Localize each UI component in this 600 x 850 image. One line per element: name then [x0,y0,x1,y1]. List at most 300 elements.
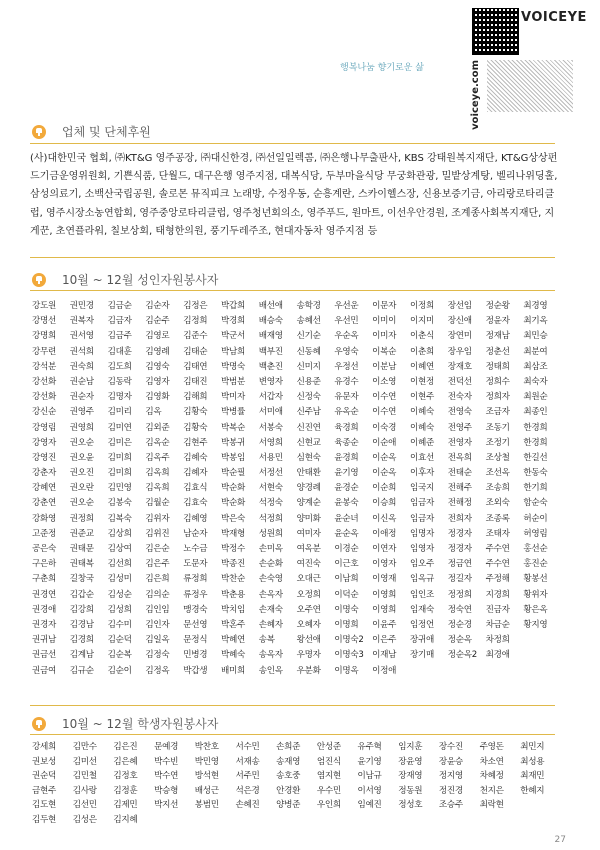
volunteer-name: 권경애 [32,604,57,615]
volunteer-name: 조태자 [485,528,510,539]
volunteer-name: 서미애 [258,407,283,418]
volunteer-name: 안경환 [276,785,301,796]
volunteer-name: 전숙자 [447,392,472,403]
volunteer-name: 박경희 [220,316,245,327]
volunteer-name: 박수빈 [154,756,179,767]
volunteer-name: 김미희 [107,468,132,479]
volunteer-name: 김선민 [72,800,97,811]
volunteer-name: 강석분 [32,361,57,372]
volunteer-name: 김제민 [113,800,138,811]
volunteer-name: 김성은 [72,814,97,825]
volunteer-name: 송호중 [276,771,301,782]
student-volunteers-heading [32,715,218,732]
volunteer-name: 김효숙 [183,498,208,509]
volunteer-name: 정순옥2 [447,650,477,661]
volunteer-name: 박찬순 [220,574,245,585]
volunteer-name: 김의순 [145,589,170,600]
volunteer-name: 황은옥 [523,604,548,615]
volunteer-name: 권순덕 [32,771,57,782]
volunteer-name: 손숙영 [258,574,283,585]
volunteer-name: 류정희 [183,574,208,585]
volunteer-name: 손순화 [258,559,283,570]
volunteer-name: 윤봉숙 [334,498,359,509]
volunteer-name: 엄진식 [316,756,341,767]
volunteer-name: 김준수 [183,331,208,342]
volunteer-name: 박수연 [154,771,179,782]
volunteer-name: 차정희 [485,635,510,646]
volunteer-name: 한길선 [523,452,548,463]
volunteer-name: 오대근 [296,574,321,585]
volunteer-name: 장재영 [398,771,423,782]
volunteer-name: 임인조 [409,589,434,600]
volunteer-name: 권금여 [32,665,57,676]
volunteer-name: 권금선 [32,650,57,661]
volunteer-name: 석은경 [235,785,260,796]
volunteer-name: 서갑자 [258,392,283,403]
volunteer-name: 최분여 [523,346,548,357]
volunteer-name: 김미선 [72,756,97,767]
voiceye-code-icon [472,8,519,55]
volunteer-name: 윤순옥 [334,528,359,539]
volunteer-name: 권석희 [69,346,94,357]
volunteer-name: 권정희 [69,513,94,524]
volunteer-name: 신정숙 [296,392,321,403]
volunteer-name: 성원희 [258,528,283,539]
volunteer-name: 김민철 [72,771,97,782]
volunteer-name: 우인희 [316,800,341,811]
volunteer-name: 이미이 [372,316,397,327]
volunteer-name: 여옥분 [296,544,321,554]
voiceye-logo: VOICEYE [521,10,587,25]
volunteer-name: 전영숙 [447,407,472,418]
volunteer-name: 권준교 [69,528,94,539]
volunteer-name: 김황숙 [183,407,208,418]
volunteer-name: 구춘희 [32,574,57,585]
volunteer-name: 조송희 [485,483,510,494]
volunteer-name: 김정호 [113,771,138,782]
volunteer-name: 천지은 [479,785,504,796]
volunteer-name: 김두현 [32,814,57,825]
volunteer-name: 권오순 [69,437,94,448]
volunteer-name: 김혜숙 [183,452,208,463]
volunteer-name: 장연미 [447,331,472,342]
volunteer-name: 권복자 [69,316,94,327]
volunteer-name: 김정훈 [113,785,138,796]
volunteer-name: 신주남 [296,407,321,418]
volunteer-name: 권영주 [69,407,94,418]
volunteer-name: 장윤영 [398,756,423,767]
volunteer-name: 한동숙 [523,468,548,479]
volunteer-name: 여미자 [296,528,321,539]
divider [30,290,555,291]
volunteer-name: 신미지 [296,361,321,372]
volunteer-name: 박혜연 [220,635,245,646]
volunteer-name: 우수민 [316,785,341,796]
divider [30,734,555,735]
volunteer-name: 이영희 [372,604,397,615]
volunteer-name: 최경애 [485,650,510,661]
volunteer-name: 권오윤 [69,452,94,463]
volunteer-name: 박순화 [220,483,245,494]
volunteer-name: 홍선순 [523,544,548,554]
volunteer-name: 신동혜 [296,346,321,357]
volunteer-name: 김미연 [107,422,132,433]
volunteer-name: 최성용 [520,756,545,767]
divider [30,257,555,258]
volunteer-name: 정숙연 [447,604,472,615]
volunteer-name: 권숙희 [69,361,94,372]
volunteer-name: 손재숙 [258,604,283,615]
volunteer-name: 김순자 [145,301,170,311]
volunteer-name: 임금자 [409,498,434,509]
volunteer-name: 전해정 [447,498,472,509]
volunteer-name [439,813,480,825]
volunteer-name: 주정해 [485,574,510,585]
volunteer-name: 임오주 [409,559,434,570]
volunteer-name: 이근호 [334,559,359,570]
volunteer-name: 서주민 [235,771,260,782]
section-bullet-icon [32,125,46,139]
volunteer-name: 오정희 [296,589,321,600]
volunteer-name: 양계순 [296,498,321,509]
volunteer-name: 김옥주 [145,452,170,463]
volunteer-name: 송학경 [296,301,321,311]
volunteer-name: 김인임 [145,604,170,615]
volunteer-name: 길창국 [69,574,94,585]
volunteer-name: 오주연 [296,604,321,615]
volunteer-name: 최재민 [520,771,545,782]
volunteer-name: 송옥자 [258,650,283,661]
volunteer-name: 손미옥 [258,544,283,554]
volunteer-name: 이명희 [334,619,359,630]
volunteer-name: 권경자 [32,619,57,630]
volunteer-name: 배성근 [194,785,219,796]
volunteer-name: 유주혁 [357,742,382,752]
volunteer-name: 김정숙 [145,650,170,661]
volunteer-name: 서현숙 [258,483,283,494]
volunteer-name: 김영화 [145,392,170,403]
volunteer-name: 이신옥 [372,513,397,524]
volunteer-name: 지경희 [485,589,510,600]
volunteer-name: 권오란 [69,483,94,494]
volunteer-name: 정순옥 [447,635,472,646]
volunteer-name: 김미희 [107,452,132,463]
volunteer-name: 신기순 [296,331,321,342]
volunteer-name: 맹경숙 [183,604,208,615]
volunteer-name [480,813,521,825]
volunteer-name: 김옥희 [145,468,170,479]
volunteer-name: 정경자 [447,528,472,539]
volunteer-name: 강선화 [32,392,57,403]
volunteer-name: 박치임 [220,604,245,615]
volunteer-name: 박춘용 [220,589,245,600]
volunteer-name: 이정희 [409,301,434,311]
volunteer-name: 손혜진 [235,800,260,811]
volunteer-name: 김갑순 [69,589,94,600]
volunteer-name: 이미자 [372,331,397,342]
volunteer-name: 송인옥 [258,665,283,676]
volunteer-name: 손혜자 [258,619,283,630]
volunteer-name: 황지영 [523,619,548,630]
volunteer-name: 최락현 [479,800,504,811]
volunteer-name: 우명자 [296,650,321,661]
volunteer-name: 강명선 [32,316,57,327]
volunteer-name: 김태진 [183,376,208,387]
volunteer-name: 김도희 [107,361,132,372]
volunteer-name: 송혜선 [296,316,321,327]
volunteer-name: 문정식 [183,635,208,646]
volunteer-name: 진금자 [485,604,510,615]
volunteer-name: 김상여 [107,544,132,554]
volunteer-name: 우영숙 [334,346,359,357]
volunteer-name: 이현주 [409,392,434,403]
volunteer-name: 홍진순 [523,559,548,570]
volunteer-name: 유문자 [334,392,359,403]
volunteer-name: 이연자 [372,544,397,554]
volunteer-name: 강춘연 [32,498,57,509]
volunteer-name: 윤경희 [334,452,359,463]
volunteer-name: 장윤승 [438,756,463,767]
volunteer-name: 임옥규 [409,574,434,585]
section-bullet-icon [32,273,46,287]
volunteer-name: 주수연 [485,559,510,570]
volunteer-name: 임영자 [409,544,434,554]
volunteer-name: 김금순 [107,301,132,311]
volunteer-name: 박미자 [220,392,245,403]
volunteer-name: 권오진 [69,468,94,479]
volunteer-name [486,664,524,676]
volunteer-name: 강세희 [32,742,57,752]
volunteer-name: 권영희 [69,422,94,433]
volunteer-name: 장귀애 [409,635,434,646]
volunteer-name: 차금순 [485,619,510,630]
volunteer-name: 우정선 [334,361,359,372]
volunteer-name: 노수금 [183,544,208,554]
volunteer-name [520,813,561,825]
volunteer-name: 전영자 [447,437,472,448]
volunteer-name: 김규순 [69,665,94,676]
volunteer-name: 배선애 [258,301,283,311]
volunteer-name: 이영자 [372,559,397,570]
volunteer-name: 변영자 [258,376,283,387]
volunteer-name: 김순복 [107,650,132,661]
volunteer-name: 박봉귀 [220,437,245,448]
volunteer-name: 김태순 [183,346,208,357]
volunteer-name: 김인자 [145,619,170,630]
volunteer-name: 문예경 [154,742,179,752]
student-volunteers-grid [32,740,562,825]
volunteer-name: 이문자 [372,301,397,311]
volunteer-name: 석정숙 [258,498,283,509]
volunteer-name [523,648,561,660]
volunteer-name: 윤기영 [357,756,382,767]
volunteer-name: 봉범민 [194,800,219,811]
volunteer-name: 김혜자 [183,468,208,479]
volunteer-name: 김은주 [145,559,170,570]
volunteer-name: 권태문 [69,544,94,554]
volunteer-name: 김은순 [145,544,170,554]
volunteer-name: 전영주 [447,422,472,433]
volunteer-name: 육경희 [334,422,359,433]
volunteer-name: 신진연 [296,422,321,433]
volunteer-name: 박재형 [220,528,245,539]
volunteer-name: 박민영 [194,756,219,767]
volunteer-name: 강영자 [32,437,57,448]
volunteer-name: 전해주 [447,483,472,494]
volunteer-name: 한기희 [523,483,548,494]
volunteer-name: 오혜자 [296,619,321,630]
volunteer-name: 도문자 [183,559,208,570]
volunteer-name: 백부진 [258,346,283,357]
volunteer-name: 이영희 [372,589,397,600]
volunteer-name: 권오순 [69,498,94,509]
volunteer-name: 양경례 [296,483,321,494]
voiceye-barcode-icon [487,60,573,112]
volunteer-name: 송재영 [276,756,301,767]
volunteer-name: 박혜숙 [220,650,245,661]
volunteer-name: 여진숙 [296,559,321,570]
volunteer-name: 김은진 [113,742,138,752]
adult-volunteers-title: 10월 ~ 12월 성인자원봉사자 [62,273,219,287]
volunteer-name: 김대훈 [107,346,132,357]
volunteer-name: 김성미 [107,574,132,585]
volunteer-name: 박순화 [220,498,245,509]
volunteer-name: 김강희 [69,604,94,615]
volunteer-name: 윤순녀 [334,513,359,524]
volunteer-name: 이지미 [409,316,434,327]
volunteer-name: 박은숙 [220,513,245,524]
volunteer-name: 최기옥 [523,316,548,327]
volunteer-name: 이서영 [357,785,382,796]
volunteer-name: 김은혜 [113,756,138,767]
volunteer-name: 정순경 [447,619,472,630]
volunteer-name: 문선영 [183,619,208,630]
volunteer-name: 서수민 [235,742,260,752]
volunteer-name: 공은숙 [32,544,57,554]
volunteer-name: 김선희 [107,559,132,570]
volunteer-name: 조종록 [485,513,510,524]
volunteer-name: 이애정 [372,528,397,539]
volunteer-name: 김위자 [145,513,170,524]
volunteer-name: 이순옥 [372,452,397,463]
volunteer-name: 남순자 [183,528,208,539]
volunteer-name: 박남희 [220,346,245,357]
volunteer-name: 김순덕 [107,635,132,646]
volunteer-name: 권태복 [69,559,94,570]
sponsors-title: 업체 및 단체후원 [62,125,151,139]
volunteer-name: 차소연 [479,756,504,767]
volunteer-name: 김만수 [72,742,97,752]
volunteer-name: 김혜영 [183,513,208,524]
volunteer-name: 배승숙 [258,316,283,327]
volunteer-name: 이순애 [372,437,397,448]
volunteer-name: 안성준 [316,742,341,752]
volunteer-name: 윤경순 [334,483,359,494]
volunteer-name: 권보성 [32,756,57,767]
volunteer-name: 김은희 [145,574,170,585]
volunteer-name: 김지혜 [113,814,138,825]
volunteer-name: 김성순 [107,589,132,600]
volunteer-name: 김미리 [107,407,132,418]
volunteer-name: 이효선 [409,452,434,463]
volunteer-name: 우선민 [334,316,359,327]
volunteer-name: 최민지 [520,742,545,752]
volunteer-name: 김효식 [183,483,208,494]
volunteer-name: 이남규 [357,771,382,782]
volunteer-name: 김외준 [145,422,170,433]
volunteer-name: 전옥희 [447,452,472,463]
volunteer-name: 김옥순 [145,437,170,448]
volunteer-name: 김위진 [145,528,170,539]
volunteer-name: 김순이 [107,665,132,676]
section-bullet-icon [32,717,46,731]
volunteer-name: 임예진 [357,800,382,811]
volunteer-name: 방석현 [194,771,219,782]
volunteer-name: 백춘진 [258,361,283,372]
volunteer-name: 이춘식 [409,331,434,342]
volunteer-name [276,813,317,825]
volunteer-name: 양병준 [276,800,301,811]
volunteer-name: 황위자 [523,589,548,600]
volunteer-name: 서용민 [258,452,283,463]
volunteer-name: 서재송 [235,756,260,767]
volunteer-name: 박복순 [220,422,245,433]
volunteer-name: 정경자 [447,544,472,554]
volunteer-name: 장기매 [409,650,434,661]
volunteer-name: 김복숙 [107,513,132,524]
volunteer-name: 김경희 [69,635,94,646]
volunteer-name: 이순옥 [372,468,397,479]
volunteer-name: 손옥자 [258,589,283,600]
volunteer-name: 함순숙 [523,498,548,509]
volunteer-name: 김순주 [145,316,170,327]
volunteer-name: 우분화 [296,665,321,676]
volunteer-name: 김도현 [32,800,57,811]
volunteer-name: 정희수 [485,376,510,387]
volunteer-name: 김명자 [107,392,132,403]
volunteer-name: 김미은 [107,437,132,448]
volunteer-name: 조외숙 [485,498,510,509]
volunteer-name: 전덕선 [447,376,472,387]
volunteer-name: 이후자 [409,468,434,479]
volunteer-name: 조금자 [485,407,510,418]
volunteer-name [195,813,236,825]
volunteer-name: 이영재 [372,574,397,585]
volunteer-name: 이현정 [409,376,434,387]
volunteer-name: 배미희 [220,665,245,676]
volunteer-name: 한경희 [523,422,548,433]
volunteer-name: 임금자 [409,513,434,524]
adult-volunteers-grid [32,299,562,676]
student-volunteers-title: 10월 ~ 12월 학생자원봉사자 [62,717,219,731]
volunteer-name: 박지선 [154,800,179,811]
volunteer-name: 권귀남 [32,635,57,646]
volunteer-name: 이정애 [372,665,397,676]
volunteer-name: 전희자 [447,513,472,524]
volunteer-name: 임지훈 [398,742,423,752]
volunteer-name: 염지현 [316,771,341,782]
volunteer-name: 이숙경 [372,422,397,433]
volunteer-name: 최삼조 [523,361,548,372]
volunteer-name: 양미화 [296,513,321,524]
volunteer-name: 이명옥 [334,665,359,676]
volunteer-name: 육종순 [334,437,359,448]
volunteer-name [520,798,561,810]
volunteer-name: 이분남 [372,361,397,372]
slogan: 행복나눔 향기로운 삶 [340,63,424,73]
volunteer-name: 김정희 [183,316,208,327]
volunteer-name: 김경남 [69,619,94,630]
